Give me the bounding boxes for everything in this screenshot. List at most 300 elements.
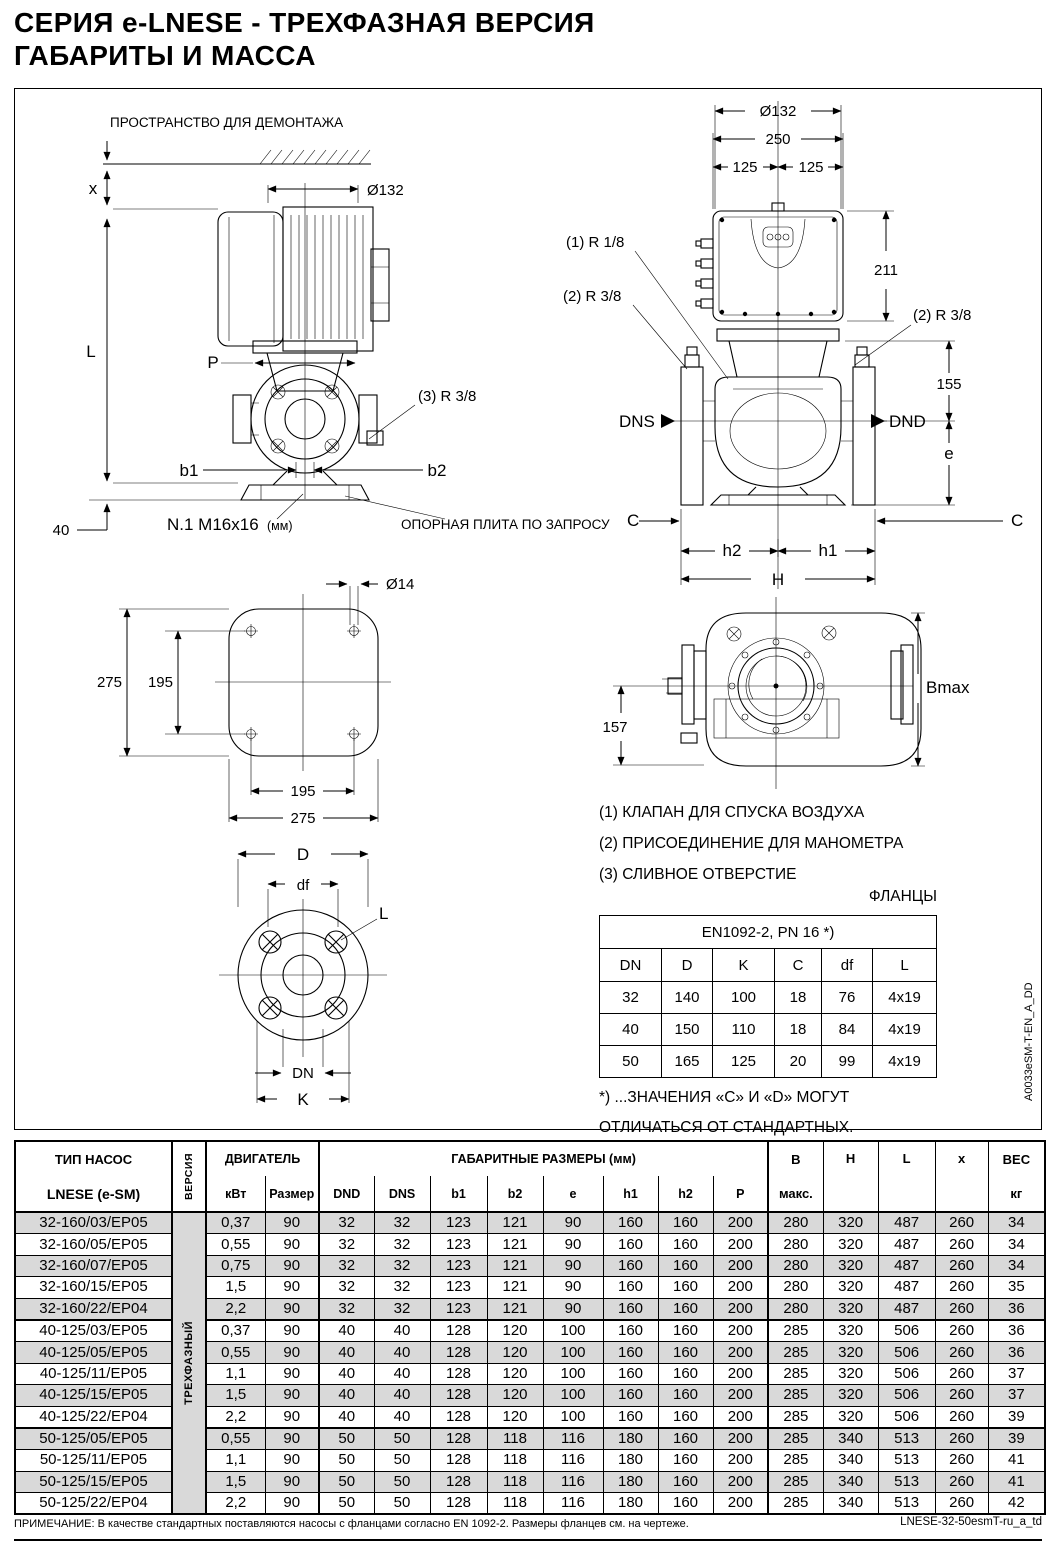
cell-h2: 160 [658, 1277, 713, 1298]
cell-e: 90 [543, 1234, 603, 1255]
cell-l: 513 [878, 1450, 935, 1471]
gauge-note-left-label: (2) R 3/8 [563, 288, 622, 305]
cell-b-max: 285 [768, 1320, 823, 1342]
cell-h: 320 [823, 1212, 878, 1234]
cell-motor-kw: 2,2 [206, 1493, 265, 1515]
cell-motor-size: 90 [265, 1493, 319, 1515]
cell-dns: 50 [374, 1493, 430, 1515]
flange-col-l: L [873, 949, 937, 982]
cell-b1: 128 [430, 1493, 487, 1515]
cell-x: 260 [935, 1277, 988, 1298]
cell-motor-size: 90 [265, 1342, 319, 1363]
version-header-label: ВЕРСИЯ [183, 1152, 195, 1200]
vent-note-label: (1) R 1/8 [566, 234, 625, 251]
dim-h1-label: h1 [818, 541, 838, 560]
cell-dns: 50 [374, 1450, 430, 1471]
cell-b2: 121 [487, 1255, 543, 1276]
cell-dns: 50 [374, 1471, 430, 1492]
cell-p: 200 [713, 1212, 768, 1234]
cell-pump-type: 50-125/22/EP04 [15, 1493, 172, 1515]
col-motor-size: Размер [265, 1176, 319, 1212]
cell-b1: 128 [430, 1450, 487, 1471]
cell-h2: 160 [658, 1212, 713, 1234]
table-row [15, 1471, 1045, 1492]
flange-col-df: df [822, 949, 873, 982]
cell-b1: 128 [430, 1406, 487, 1428]
cell-b-max: 280 [768, 1234, 823, 1255]
l-header-label: L [902, 1151, 911, 1166]
clearance-label: ПРОСТРАНСТВО ДЛЯ ДЕМОНТАЖА [110, 115, 344, 130]
cell-h1: 160 [603, 1385, 658, 1406]
cell-p: 200 [713, 1406, 768, 1428]
cell-h1: 160 [603, 1342, 658, 1363]
dim-l-label: L [86, 342, 96, 361]
cell-b1: 123 [430, 1255, 487, 1276]
dim-125-left-label: 125 [732, 159, 758, 176]
cell-weight: 39 [988, 1428, 1045, 1450]
col-dnd: DND [319, 1176, 374, 1212]
cell-e: 90 [543, 1298, 603, 1320]
dim-40-label: 40 [52, 522, 70, 539]
cell-x: 260 [935, 1298, 988, 1320]
cell-motor-kw: 2,2 [206, 1298, 265, 1320]
cell-pump-type: 32-160/03/EP05 [15, 1212, 172, 1234]
cell-p: 200 [713, 1450, 768, 1471]
h-header-label: H [845, 1151, 856, 1166]
cell-e: 100 [543, 1406, 603, 1428]
cell-h2: 160 [658, 1471, 713, 1492]
cell-x: 260 [935, 1212, 988, 1234]
col-h1: h1 [603, 1176, 658, 1212]
cell-b-max: 280 [768, 1212, 823, 1234]
cell-h: 320 [823, 1277, 878, 1298]
col-dns: DNS [374, 1176, 430, 1212]
cell-motor-size: 90 [265, 1320, 319, 1342]
b-header-line2: макс. [778, 1186, 813, 1202]
cell-x: 260 [935, 1320, 988, 1342]
cell-p: 200 [713, 1320, 768, 1342]
cell-pump-type: 40-125/03/EP05 [15, 1320, 172, 1342]
cell-p: 200 [713, 1255, 768, 1276]
flange-cell-l: 4x19 [873, 1046, 937, 1078]
cell-weight: 35 [988, 1277, 1045, 1298]
cell-dns: 40 [374, 1363, 430, 1384]
cell-x: 260 [935, 1406, 988, 1428]
cell-l: 506 [878, 1320, 935, 1342]
cell-p: 200 [713, 1493, 768, 1515]
drawing-panel [14, 88, 1042, 1136]
dim-157-label: 157 [602, 719, 628, 736]
cell-x: 260 [935, 1363, 988, 1384]
cell-p: 200 [713, 1234, 768, 1255]
cell-dnd: 50 [319, 1450, 374, 1471]
cell-dnd: 32 [319, 1212, 374, 1234]
cell-h1: 180 [603, 1450, 658, 1471]
flange-cell-d: 165 [662, 1046, 713, 1078]
flange-dim-df-label: df [296, 877, 310, 894]
x-header-label: x [958, 1151, 966, 1166]
cell-dnd: 50 [319, 1428, 374, 1450]
dimensions-table [14, 1140, 1046, 1515]
flange-col-d: D [662, 949, 713, 982]
table-row [15, 1320, 1045, 1342]
cell-motor-kw: 0,55 [206, 1428, 265, 1450]
flange-cell-c: 18 [775, 982, 822, 1014]
cell-b2: 121 [487, 1212, 543, 1234]
cell-pump-type: 40-125/11/EP05 [15, 1363, 172, 1384]
flange-cell-l: 4x19 [873, 1014, 937, 1046]
dim-hole-label: Ø14 [386, 576, 415, 593]
cell-b-max: 285 [768, 1428, 823, 1450]
cell-h1: 160 [603, 1363, 658, 1384]
col-b1: b1 [430, 1176, 487, 1212]
cell-b2: 118 [487, 1471, 543, 1492]
cell-motor-kw: 1,5 [206, 1471, 265, 1492]
col-group-motor: ДВИГАТЕЛЬ [206, 1141, 319, 1176]
cell-l: 506 [878, 1342, 935, 1363]
cell-b1: 128 [430, 1428, 487, 1450]
table-row [15, 1385, 1045, 1406]
side-view-drawing [53, 115, 610, 539]
cell-motor-size: 90 [265, 1255, 319, 1276]
flange-footnote-line1: *) ...ЗНАЧЕНИЯ «C» И «D» МОГУТ [599, 1089, 850, 1106]
cell-p: 200 [713, 1298, 768, 1320]
bottom-rule [14, 1539, 1042, 1541]
cell-p: 200 [713, 1363, 768, 1384]
cell-motor-kw: 1,1 [206, 1363, 265, 1384]
cell-h1: 180 [603, 1493, 658, 1515]
cell-pump-type: 50-125/05/EP05 [15, 1428, 172, 1450]
cell-h1: 160 [603, 1255, 658, 1276]
dim-c-left-label: C [627, 511, 640, 530]
col-b-max [768, 1141, 823, 1212]
cell-dns: 40 [374, 1385, 430, 1406]
flange-cell-k: 110 [713, 1014, 775, 1046]
cell-dnd: 40 [319, 1363, 374, 1384]
cell-e: 90 [543, 1255, 603, 1276]
cell-x: 260 [935, 1493, 988, 1515]
cell-p: 200 [713, 1342, 768, 1363]
cell-x: 260 [935, 1385, 988, 1406]
cell-h1: 160 [603, 1234, 658, 1255]
dim-b1-label: b1 [179, 461, 199, 480]
pump-type-header-line2: LNESE (e-SM) [46, 1185, 141, 1202]
cell-b2: 121 [487, 1277, 543, 1298]
cell-h: 320 [823, 1363, 878, 1384]
cell-motor-kw: 1,5 [206, 1277, 265, 1298]
support-plate-label: ОПОРНАЯ ПЛИТА ПО ЗАПРОСУ [401, 517, 610, 532]
dnd-label: DND [889, 412, 926, 431]
b-header-line1: B [791, 1151, 801, 1167]
col-x [935, 1141, 988, 1212]
cell-e: 116 [543, 1450, 603, 1471]
cell-h1: 160 [603, 1298, 658, 1320]
cell-l: 506 [878, 1406, 935, 1428]
table-row [15, 1493, 1045, 1515]
cell-x: 260 [935, 1450, 988, 1471]
cell-h: 320 [823, 1320, 878, 1342]
cell-motor-size: 90 [265, 1471, 319, 1492]
cell-b-max: 280 [768, 1277, 823, 1298]
drawing-doc-code: A0033eSM-T-EN_A_DD [1023, 982, 1035, 1101]
cell-dnd: 50 [319, 1493, 374, 1515]
weight-header-line1: ВЕС [1002, 1151, 1031, 1167]
cell-p: 200 [713, 1277, 768, 1298]
dns-label: DNS [619, 412, 655, 431]
cell-e: 116 [543, 1471, 603, 1492]
side-dim-d132-label: Ø132 [367, 182, 404, 199]
cell-dns: 40 [374, 1342, 430, 1363]
flange-cell-k: 100 [713, 982, 775, 1014]
table-row [15, 1363, 1045, 1384]
cell-l: 513 [878, 1471, 935, 1492]
cell-e: 100 [543, 1363, 603, 1384]
cell-e: 90 [543, 1277, 603, 1298]
cell-h2: 160 [658, 1342, 713, 1363]
cell-weight: 41 [988, 1471, 1045, 1492]
flange-cell-dn: 32 [600, 982, 662, 1014]
dim-e-label: e [944, 444, 954, 463]
table-row [15, 1234, 1045, 1255]
dns-flow-arrow-icon [661, 414, 675, 428]
page-title-line1: СЕРИЯ e-LNESE - ТРЕХФАЗНАЯ ВЕРСИЯ [14, 7, 595, 38]
version-cell [172, 1212, 206, 1514]
footer-doc-code: LNESE-32-50esmT-ru_a_td [900, 1516, 1042, 1528]
cell-l: 506 [878, 1363, 935, 1384]
weight-header-line2: кг [1010, 1186, 1023, 1202]
footer-note: ПРИМЕЧАНИЕ: В качестве стандартных поставляются насосы с фланцами согласно EN 1092-2. Размеры фланцев см. на чертеже. [14, 1518, 689, 1530]
cell-dnd: 32 [319, 1277, 374, 1298]
cell-b1: 128 [430, 1320, 487, 1342]
cell-b1: 128 [430, 1363, 487, 1384]
cell-h2: 160 [658, 1428, 713, 1450]
table-row [15, 1255, 1045, 1276]
cell-motor-kw: 0,37 [206, 1212, 265, 1234]
flange-dim-k-label: K [297, 1090, 309, 1109]
cell-l: 513 [878, 1493, 935, 1515]
cell-dns: 32 [374, 1298, 430, 1320]
flange-col-dn: DN [600, 949, 662, 982]
cell-p: 200 [713, 1471, 768, 1492]
cell-h1: 180 [603, 1428, 658, 1450]
dim-h-label: H [771, 570, 785, 589]
cell-b2: 118 [487, 1450, 543, 1471]
cell-l: 487 [878, 1298, 935, 1320]
cell-l: 513 [878, 1428, 935, 1450]
flange-table-row [600, 1046, 937, 1078]
cell-dns: 32 [374, 1234, 430, 1255]
flange-cell-c: 20 [775, 1046, 822, 1078]
cell-motor-size: 90 [265, 1234, 319, 1255]
cell-weight: 41 [988, 1450, 1045, 1471]
cell-b1: 123 [430, 1277, 487, 1298]
cell-x: 260 [935, 1428, 988, 1450]
cell-h: 320 [823, 1342, 878, 1363]
flange-view-drawing [219, 845, 388, 1109]
flange-col-c: C [775, 949, 822, 982]
dim-275v-label: 275 [96, 674, 122, 691]
callout-note-3: (3) СЛИВНОЕ ОТВЕРСТИЕ [599, 866, 797, 883]
cell-b2: 120 [487, 1320, 543, 1342]
col-group-dimensions: ГАБАРИТНЫЕ РАЗМЕРЫ (мм) [319, 1141, 768, 1176]
flange-col-k: K [713, 949, 775, 982]
dim-195v-label: 195 [147, 674, 173, 691]
flange-cell-d: 140 [662, 982, 713, 1014]
cell-l: 487 [878, 1277, 935, 1298]
cell-h2: 160 [658, 1255, 713, 1276]
cell-h2: 160 [658, 1320, 713, 1342]
cell-dnd: 40 [319, 1320, 374, 1342]
cell-motor-size: 90 [265, 1385, 319, 1406]
flange-cell-dn: 50 [600, 1046, 662, 1078]
flange-cell-df: 76 [822, 982, 873, 1014]
cell-h2: 160 [658, 1450, 713, 1471]
dim-x-label: x [88, 179, 98, 198]
dim-211-label: 211 [874, 262, 898, 279]
cell-l: 487 [878, 1234, 935, 1255]
dim-155-label: 155 [936, 376, 962, 393]
flange-dim-l-label: L [379, 904, 389, 923]
cell-motor-kw: 1,5 [206, 1385, 265, 1406]
flange-cell-l: 4x19 [873, 982, 937, 1014]
cell-l: 487 [878, 1255, 935, 1276]
cell-dns: 32 [374, 1212, 430, 1234]
table-row [15, 1450, 1045, 1471]
cell-h: 340 [823, 1450, 878, 1471]
cell-b2: 118 [487, 1428, 543, 1450]
cell-b-max: 285 [768, 1450, 823, 1471]
col-weight [988, 1141, 1045, 1212]
cell-motor-size: 90 [265, 1428, 319, 1450]
cell-b-max: 285 [768, 1385, 823, 1406]
cell-motor-kw: 0,37 [206, 1320, 265, 1342]
cell-l: 506 [878, 1385, 935, 1406]
cell-b2: 120 [487, 1363, 543, 1384]
cell-h2: 160 [658, 1406, 713, 1428]
baseplate-view-drawing [97, 576, 414, 827]
col-version [172, 1141, 206, 1212]
front-view-drawing [563, 101, 1023, 589]
cell-motor-kw: 2,2 [206, 1406, 265, 1428]
cell-x: 260 [935, 1342, 988, 1363]
flange-section-title: ФЛАНЦЫ [868, 888, 937, 905]
cell-b1: 128 [430, 1385, 487, 1406]
dim-b2-label: b2 [427, 461, 447, 480]
flange-cell-c: 18 [775, 1014, 822, 1046]
table-row [15, 1342, 1045, 1363]
dim-h2-label: h2 [722, 541, 742, 560]
page-title-line2: ГАБАРИТЫ И МАССА [14, 40, 316, 71]
dim-250-label: 250 [765, 131, 791, 148]
drain-note-label: (3) R 3/8 [418, 388, 477, 405]
table-row [15, 1212, 1045, 1234]
pump-type-header-line1: ТИП НАСОС [54, 1151, 133, 1167]
cell-p: 200 [713, 1428, 768, 1450]
cell-b2: 120 [487, 1342, 543, 1363]
flange-cell-d: 150 [662, 1014, 713, 1046]
top-view-drawing [602, 597, 969, 789]
cell-motor-size: 90 [265, 1298, 319, 1320]
cell-h: 320 [823, 1255, 878, 1276]
cell-h: 320 [823, 1385, 878, 1406]
cell-b-max: 285 [768, 1406, 823, 1428]
anchor-label: N.1 M16x16 [167, 515, 259, 534]
cell-dns: 40 [374, 1406, 430, 1428]
col-p: P [713, 1176, 768, 1212]
cell-pump-type: 50-125/11/EP05 [15, 1450, 172, 1471]
cell-weight: 39 [988, 1406, 1045, 1428]
cell-weight: 42 [988, 1493, 1045, 1515]
cell-h: 320 [823, 1406, 878, 1428]
cell-dnd: 40 [319, 1342, 374, 1363]
flange-dim-d-label: D [296, 845, 310, 864]
cell-pump-type: 40-125/05/EP05 [15, 1342, 172, 1363]
cell-pump-type: 32-160/07/EP05 [15, 1255, 172, 1276]
flange-table-title: EN1092-2, PN 16 *) [600, 916, 937, 949]
cell-b1: 123 [430, 1298, 487, 1320]
cell-weight: 34 [988, 1234, 1045, 1255]
cell-weight: 37 [988, 1385, 1045, 1406]
cell-weight: 34 [988, 1212, 1045, 1234]
callout-notes [599, 797, 903, 890]
col-pump-type [15, 1141, 172, 1212]
col-h2: h2 [658, 1176, 713, 1212]
cell-h2: 160 [658, 1363, 713, 1384]
cell-h2: 160 [658, 1298, 713, 1320]
dim-bmax-label: Bmax [926, 678, 970, 697]
page-title [14, 6, 595, 72]
cell-b1: 128 [430, 1342, 487, 1363]
cell-b-max: 280 [768, 1255, 823, 1276]
dim-195h-label: 195 [290, 783, 316, 800]
cell-weight: 37 [988, 1363, 1045, 1384]
cell-b1: 128 [430, 1471, 487, 1492]
cell-weight: 36 [988, 1342, 1045, 1363]
flange-table [599, 915, 937, 1078]
table-row [15, 1406, 1045, 1428]
front-dim-d132-label: Ø132 [759, 103, 797, 120]
cell-weight: 36 [988, 1298, 1045, 1320]
cell-e: 100 [543, 1385, 603, 1406]
cell-b2: 121 [487, 1234, 543, 1255]
cell-pump-type: 32-160/22/EP04 [15, 1298, 172, 1320]
gauge-note-right-label: (2) R 3/8 [913, 307, 972, 324]
cell-dns: 40 [374, 1320, 430, 1342]
cell-weight: 34 [988, 1255, 1045, 1276]
cell-motor-size: 90 [265, 1212, 319, 1234]
table-row [15, 1298, 1045, 1320]
col-l [878, 1141, 935, 1212]
cell-e: 90 [543, 1212, 603, 1234]
anchor-unit-label: (мм) [267, 519, 293, 533]
cell-b-max: 280 [768, 1298, 823, 1320]
cell-dns: 50 [374, 1428, 430, 1450]
cell-b-max: 285 [768, 1342, 823, 1363]
dim-c-right-label: C [1011, 511, 1024, 530]
table-row [15, 1277, 1045, 1298]
cell-weight: 36 [988, 1320, 1045, 1342]
cell-b-max: 285 [768, 1493, 823, 1515]
cell-pump-type: 40-125/15/EP05 [15, 1385, 172, 1406]
flange-table-row [600, 1014, 937, 1046]
cell-b2: 120 [487, 1406, 543, 1428]
cell-b-max: 285 [768, 1363, 823, 1384]
cell-h1: 160 [603, 1277, 658, 1298]
table-row [15, 1428, 1045, 1450]
cell-e: 116 [543, 1428, 603, 1450]
cell-b1: 123 [430, 1212, 487, 1234]
version-value-label: ТРЕХФАЗНЫЙ [183, 1321, 195, 1406]
